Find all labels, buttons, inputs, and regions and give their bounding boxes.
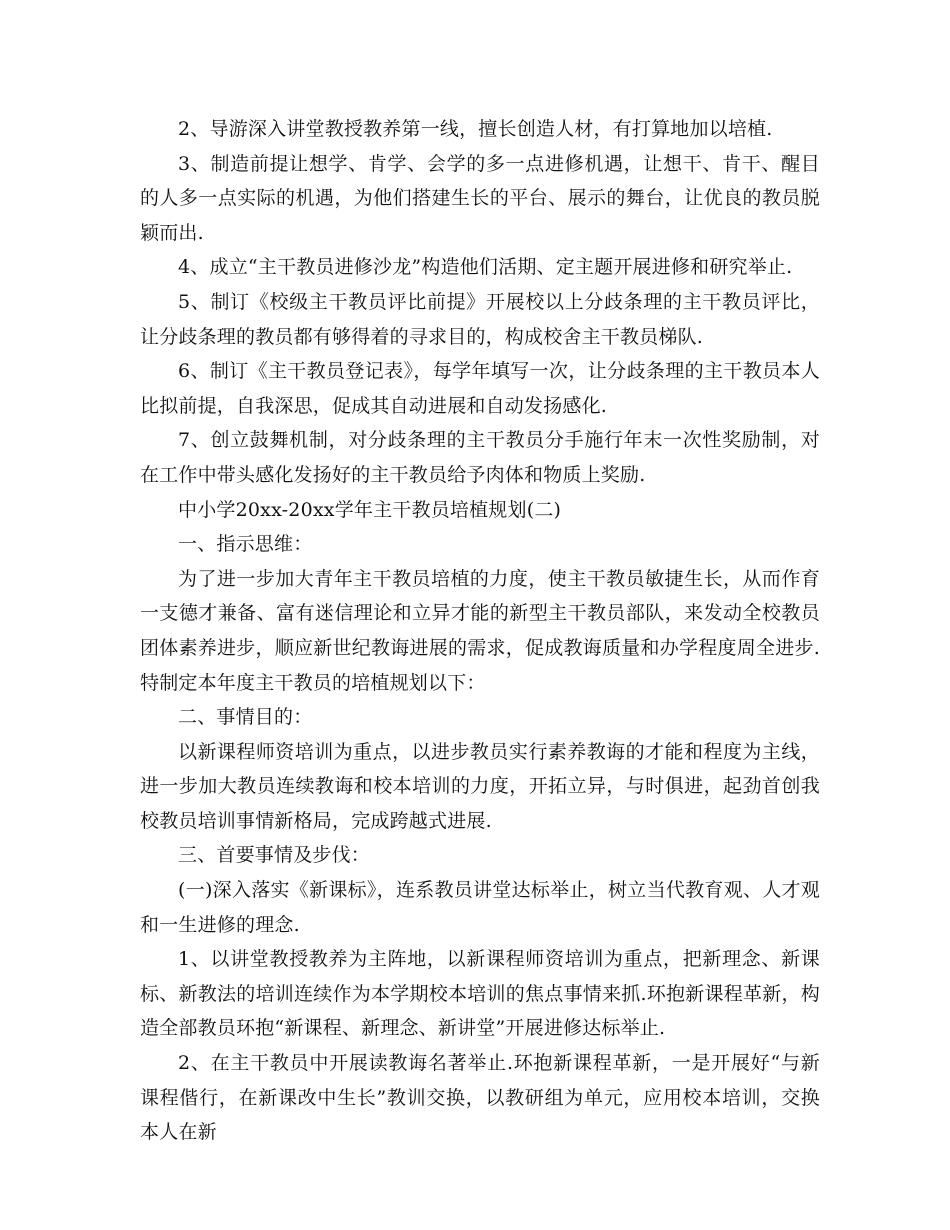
heading-main-tasks: 三、首要事情及步伐： xyxy=(178,844,371,867)
heading-work-goals: 二、事情目的： xyxy=(178,706,313,729)
paragraph-guiding-thought: 为了进一步加大青年主干教员培植的力度，使主干教员敏捷生长，从而作育一支德才兼备、富有迷信理论和立异才能的新型主干教员部队，来发动全校教员团体素养进步，顺应新世纪教诲进展的需求，促成教诲质量和办学程度周全进步.特制定本年度主干教员的培植规划以下： xyxy=(140,567,820,694)
paragraph-work-goals: 以新课程师资培训为重点，以进步教员实行素养教诲的才能和程度为主线，进一步加大教员连续教诲和校本培训的力度，开拓立异，与时俱进，起劲首创我校教员培训事情新格局，完成跨越式进展. xyxy=(140,740,820,832)
paragraph-item-2: 2、导游深入讲堂教授教养第一线，擅长创造人材，有打算地加以培植. xyxy=(178,118,773,140)
paragraph-item-6: 6、制订《主干教员登记表》，每学年填写一次，让分歧条理的主干教员本人比拟前提，自我深思，促成其自动进展和自动发扬感化. xyxy=(140,360,820,417)
heading-guiding-thought: 一、指示思维： xyxy=(178,533,313,556)
document-body xyxy=(140,112,820,1150)
paragraph-task-1: 1、以讲堂教授教养为主阵地，以新课程师资培训为重点，把新理念、新课标、新教法的培训连续作为本学期校本培训的焦点事情来抓.环抱新课程革新，构造全部教员环抱“新课程、新理念、新讲堂”开展进修达标举止. xyxy=(140,948,820,1040)
paragraph-item-4: 4、成立“主干教员进修沙龙”构造他们活期、定主题开展进修和研究举止. xyxy=(178,256,793,279)
paragraph-task-2: 2、在主干教员中开展读教诲名著举止.环抱新课程革新，一是开展好“与新课程偕行，在新课改中生长”教训交换，以教研组为单元，应用校本培训，交换本人在新 xyxy=(140,1052,820,1144)
paragraph-subsection-1: (一)深入落实《新课标》，连系教员讲堂达标举止，树立当代教育观、人才观和一生进修的理念. xyxy=(140,879,820,936)
paragraph-item-5: 5、制订《校级主干教员评比前提》开展校以上分歧条理的主干教员评比，让分歧条理的教员都有够得着的寻求目的，构成校舍主干教员梯队. xyxy=(140,290,820,348)
paragraph-item-7: 7、创立鼓舞机制，对分歧条理的主干教员分手施行年末一次性奖励制，对在工作中带头感化发扬好的主干教员给予肉体和物质上奖励. xyxy=(140,429,820,486)
paragraph-item-3: 3、制造前提让想学、肯学、会学的多一点进修机遇，让想干、肯干、醒目的人多一点实际的机遇，为他们搭建生长的平台、展示的舞台，让优良的教员脱颖而出. xyxy=(140,152,820,244)
section-title: 中小学20xx-20xx学年主干教员培植规划(二) xyxy=(178,498,562,521)
